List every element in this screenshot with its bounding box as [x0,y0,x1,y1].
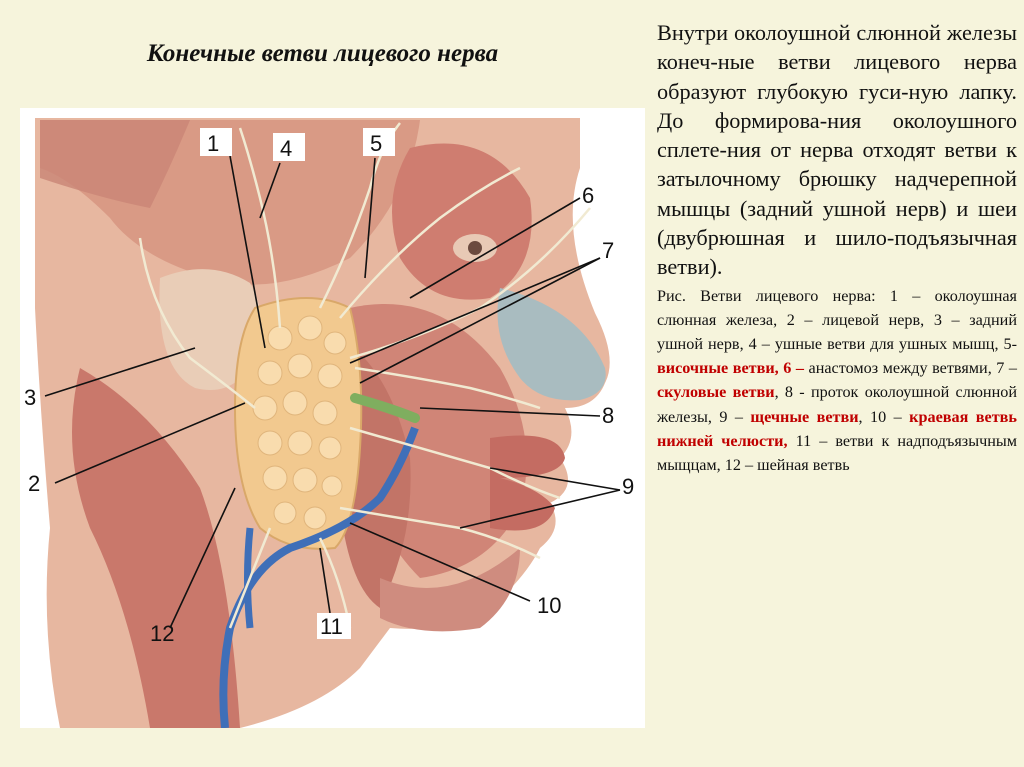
label-11: 11 [320,614,343,639]
caption-part-1: Рис. Ветви лицевого нерва: 1 – околоушная слюнная железа, 2 – лицевой нерв, 3 – задний ушной нерв, 4 – ушные ветви для ушных мышц, 5- [657,286,1017,354]
caption-part-3: , 8 - проток околоушной слюнной железы, 9 – [657,383,1017,426]
caption-part-2: анастомоз между ветвями, 7 – [803,359,1017,378]
caption-buccal-branches: щечные ветви [750,407,859,426]
caption-temporal-branches: височные ветви, 6 – [657,359,804,378]
figure-caption [657,284,1017,478]
label-8: 8 [602,403,615,428]
anatomy-drawing [20,108,645,728]
main-paragraph: Внутри околоушной слюнной железы конеч-ные ветви лицевого нерва образуют глубокую гуси-ную лапку. До формирова-ния околоушного сплете-ния от нерва отходят ветви к затылочному брюшку надчерепной мышцы (задний ушной нерв) и шеи (двубрюшная и шило-подъязычная ветви). [657,20,1017,280]
label-6: 6 [582,183,595,208]
caption-part-4: , 10 – [858,407,910,426]
label-5: 5 [370,131,383,156]
label-7: 7 [602,238,615,263]
facial-nerve-illustration [20,108,645,728]
label-12: 12 [150,621,175,646]
caption-marginal-mandibular-branch: краевая ветвь нижней челюсти, [657,407,1017,450]
label-3: 3 [24,385,37,410]
label-1: 1 [207,131,220,156]
caption-zygomatic-branches: скуловые ветви [657,383,775,402]
label-2: 2 [28,471,41,496]
slide-title: Конечные ветви лицевого нерва [146,40,499,67]
label-4: 4 [280,136,293,161]
label-10: 10 [537,593,562,618]
caption-part-5: 11 – ветви к надподъязычным мыщцам, 12 – шейная ветвь [657,431,1017,475]
text-column [657,18,1017,477]
label-9: 9 [622,474,635,499]
